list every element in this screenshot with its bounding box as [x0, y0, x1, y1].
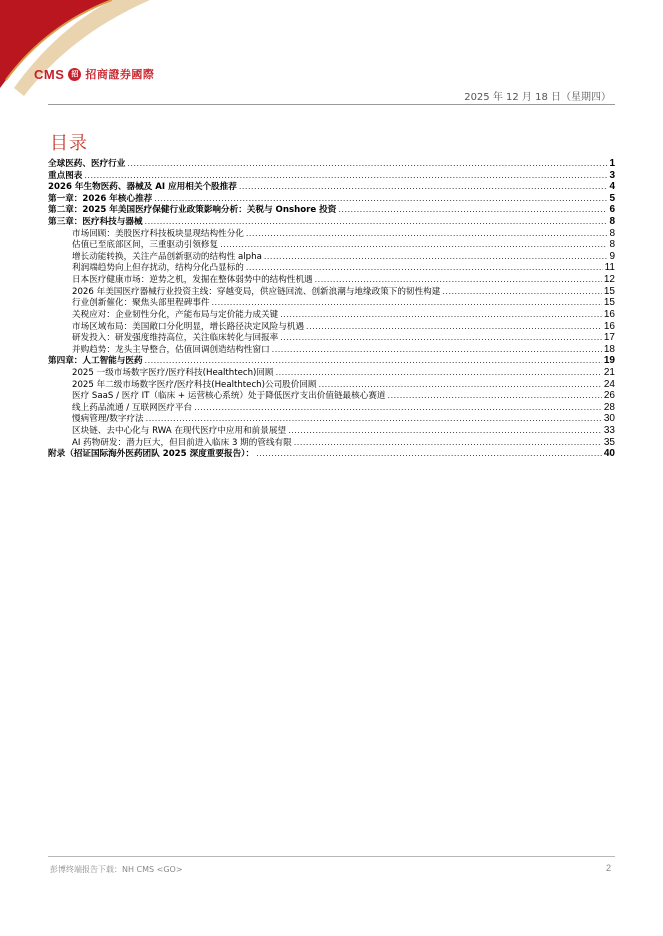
toc-entry[interactable] — [48, 413, 615, 425]
toc-entry-title: 全球医药、医疗行业 — [48, 159, 126, 169]
toc-entry[interactable] — [48, 158, 615, 170]
toc-leader-dots — [306, 321, 602, 333]
toc-entry[interactable] — [48, 425, 615, 437]
toc-leader-dots — [288, 425, 602, 437]
toc-entry-title: 并购趋势：龙头主导整合，估值回调创造结构性窗口 — [72, 344, 270, 355]
toc-entry[interactable] — [48, 448, 615, 460]
toc-entry[interactable] — [48, 170, 615, 182]
toc-leader-dots — [220, 239, 607, 251]
toc-entry-title: AI 药物研发：潜力巨大，但目前进入临床 3 期的管线有限 — [72, 437, 292, 448]
toc-entry-title: 行业创新催化：聚焦头部里程碑事件 — [72, 298, 210, 309]
toc-leader-dots — [264, 251, 608, 263]
toc-entry-title: 第四章：人工智能与医药 — [48, 356, 143, 367]
toc-entry-page: 12 — [603, 274, 615, 286]
toc-entry-title: 关税应对：企业韧性分化，产能布局与定价能力成关键 — [72, 309, 279, 320]
toc-entry[interactable] — [48, 344, 615, 356]
toc-entry[interactable] — [48, 239, 615, 251]
toc-entry-page: 40 — [603, 448, 615, 460]
toc-entry[interactable] — [48, 274, 615, 286]
toc-entry-title: 2026 年生物医药、器械及 AI 应用相关个股推荐 — [48, 182, 237, 193]
toc-leader-dots — [319, 379, 602, 391]
footer-divider — [48, 856, 615, 857]
toc-entry-page: 30 — [603, 413, 615, 425]
toc-leader-dots — [246, 262, 603, 274]
toc-entry-page: 8 — [609, 216, 615, 228]
toc-leader-dots — [146, 413, 602, 425]
toc-entry-title: 第二章：2025 年美国医疗保健行业政策影响分析：关税与 Onshore 投资 — [48, 205, 337, 216]
toc-entry[interactable] — [48, 216, 615, 228]
toc-entry-page: 19 — [603, 355, 615, 367]
toc-leader-dots — [145, 216, 608, 228]
toc-leader-dots — [338, 204, 607, 216]
toc-entry-page: 1 — [609, 158, 615, 169]
toc-entry-title: 区块链、去中心化与 RWA 在现代医疗中应用和前景展望 — [72, 426, 287, 437]
toc-entry[interactable] — [48, 193, 615, 205]
toc-leader-dots — [145, 355, 602, 367]
toc-leader-dots — [388, 390, 602, 402]
toc-entry-title: 日本医疗健康市场：逆势之机，发掘在整体弱势中的结构性机遇 — [72, 275, 313, 286]
toc-leader-dots — [272, 344, 602, 356]
toc-entry-title: 2025 一级市场数字医疗/医疗科技(Healthtech)回顾 — [72, 367, 274, 378]
footer-note: 彭博终端报告下载：NH CMS <GO> — [50, 865, 183, 874]
toc-entry-page: 5 — [609, 192, 615, 204]
toc-leader-dots — [239, 181, 608, 193]
toc-leader-dots — [127, 158, 607, 170]
toc-entry[interactable] — [48, 297, 615, 309]
toc-entry-title: 医疗 SaaS / 医疗 IT（临床 + 运营核心系统）处于降低医疗支出价值链最核心赛道 — [72, 391, 386, 402]
toc-entry-title: 2026 年美国医疗器械行业投资主线：穿越变局，供应链回流、创新浪潮与地缘政策下的韧性构建 — [72, 286, 441, 297]
toc-entry[interactable] — [48, 251, 615, 263]
toc-entry-page: 35 — [603, 436, 615, 448]
toc-entry[interactable] — [48, 181, 615, 193]
toc-entry-page: 16 — [603, 320, 615, 332]
toc-entry-page: 17 — [603, 332, 615, 344]
toc-leader-dots — [212, 297, 602, 309]
toc-leader-dots — [246, 228, 608, 240]
toc-entry[interactable] — [48, 332, 615, 344]
report-date: 2025 年 12 月 18 日（星期四） — [464, 92, 611, 103]
toc-entry-title: 线上药品流通 / 互联网医疗平台 — [72, 402, 193, 413]
toc-leader-dots — [276, 367, 602, 379]
logo-cms-text: CMS — [34, 66, 65, 82]
toc-leader-dots — [280, 332, 602, 344]
toc-leader-dots — [294, 437, 602, 449]
brand-logo — [34, 63, 154, 85]
toc-entry[interactable] — [48, 437, 615, 449]
toc-entry-page: 18 — [603, 343, 615, 355]
toc-entry-title: 研发投入：研发强度维持高位，关注临床转化与回报率 — [72, 333, 279, 344]
toc-entry-title: 附录（招证国际海外医药团队 2025 深度重要报告）： — [48, 449, 255, 460]
toc-entry[interactable] — [48, 379, 615, 391]
toc-entry[interactable] — [48, 390, 615, 402]
toc-entry-title: 第一章：2026 年核心推荐 — [48, 193, 153, 204]
toc-entry-title: 增长动能转换，关注产品创新驱动的结构性 alpha — [72, 251, 262, 262]
toc-entry[interactable] — [48, 228, 615, 240]
toc-entry[interactable] — [48, 367, 615, 379]
toc-leader-dots — [154, 193, 607, 205]
toc-entry-page: 6 — [609, 204, 615, 216]
toc-entry-page: 16 — [603, 308, 615, 320]
toc-entry-title: 利润端趋势向上但存扰动，结构分化凸显标的 — [72, 263, 244, 274]
toc-title: 目录 — [50, 133, 88, 154]
toc-entry-page: 15 — [603, 297, 615, 309]
toc-entry-title: 估值已至底部区间，三重驱动引领修复 — [72, 240, 219, 251]
corner-decoration — [0, 0, 170, 110]
page-number: 2 — [605, 863, 611, 873]
toc-entry-page: 9 — [609, 250, 615, 262]
toc-entry[interactable] — [48, 204, 615, 216]
toc-entry-page: 15 — [603, 285, 615, 297]
toc-entry-title: 市场回顾：美股医疗科技板块显现结构性分化 — [72, 228, 244, 239]
toc-leader-dots — [256, 448, 602, 460]
toc-entry-title: 市场区域布局：美国敞口分化明显，增长路径决定风险与机遇 — [72, 321, 305, 332]
toc-entry-page: 8 — [609, 239, 615, 251]
toc-entry-title: 第三章：医疗科技与器械 — [48, 217, 143, 228]
toc-leader-dots — [442, 286, 602, 298]
toc-entry[interactable] — [48, 355, 615, 367]
toc-entry-page: 8 — [609, 227, 615, 239]
toc-entry-title: 2025 年二级市场数字医疗/医疗科技(Healthtech)公司股价回顾 — [72, 379, 317, 390]
toc-entry[interactable] — [48, 321, 615, 333]
toc-entry-title: 重点图表 — [48, 170, 83, 181]
toc-leader-dots — [280, 309, 602, 321]
toc-entry-page: 28 — [603, 401, 615, 413]
toc-entry[interactable] — [48, 262, 615, 274]
toc-entry[interactable] — [48, 286, 615, 298]
header-divider — [48, 104, 615, 105]
toc-entry[interactable] — [48, 309, 615, 321]
toc-entry-page: 26 — [603, 390, 615, 402]
toc-entry[interactable] — [48, 402, 615, 414]
toc-entry-page: 11 — [604, 262, 615, 274]
toc-entry-page: 24 — [603, 378, 615, 390]
toc-entry-page: 21 — [603, 366, 615, 378]
table-of-contents — [48, 158, 615, 460]
toc-leader-dots — [194, 402, 602, 414]
logo-seal-icon: 招 — [68, 68, 81, 81]
toc-entry-title: 慢病管理/数字疗法 — [72, 414, 144, 425]
toc-leader-dots — [315, 274, 602, 286]
toc-entry-page: 33 — [603, 425, 615, 437]
logo-company-name: 招商證券國際 — [85, 68, 155, 81]
toc-leader-dots — [84, 170, 607, 182]
toc-entry-page: 3 — [609, 169, 615, 181]
toc-entry-page: 4 — [609, 181, 615, 193]
